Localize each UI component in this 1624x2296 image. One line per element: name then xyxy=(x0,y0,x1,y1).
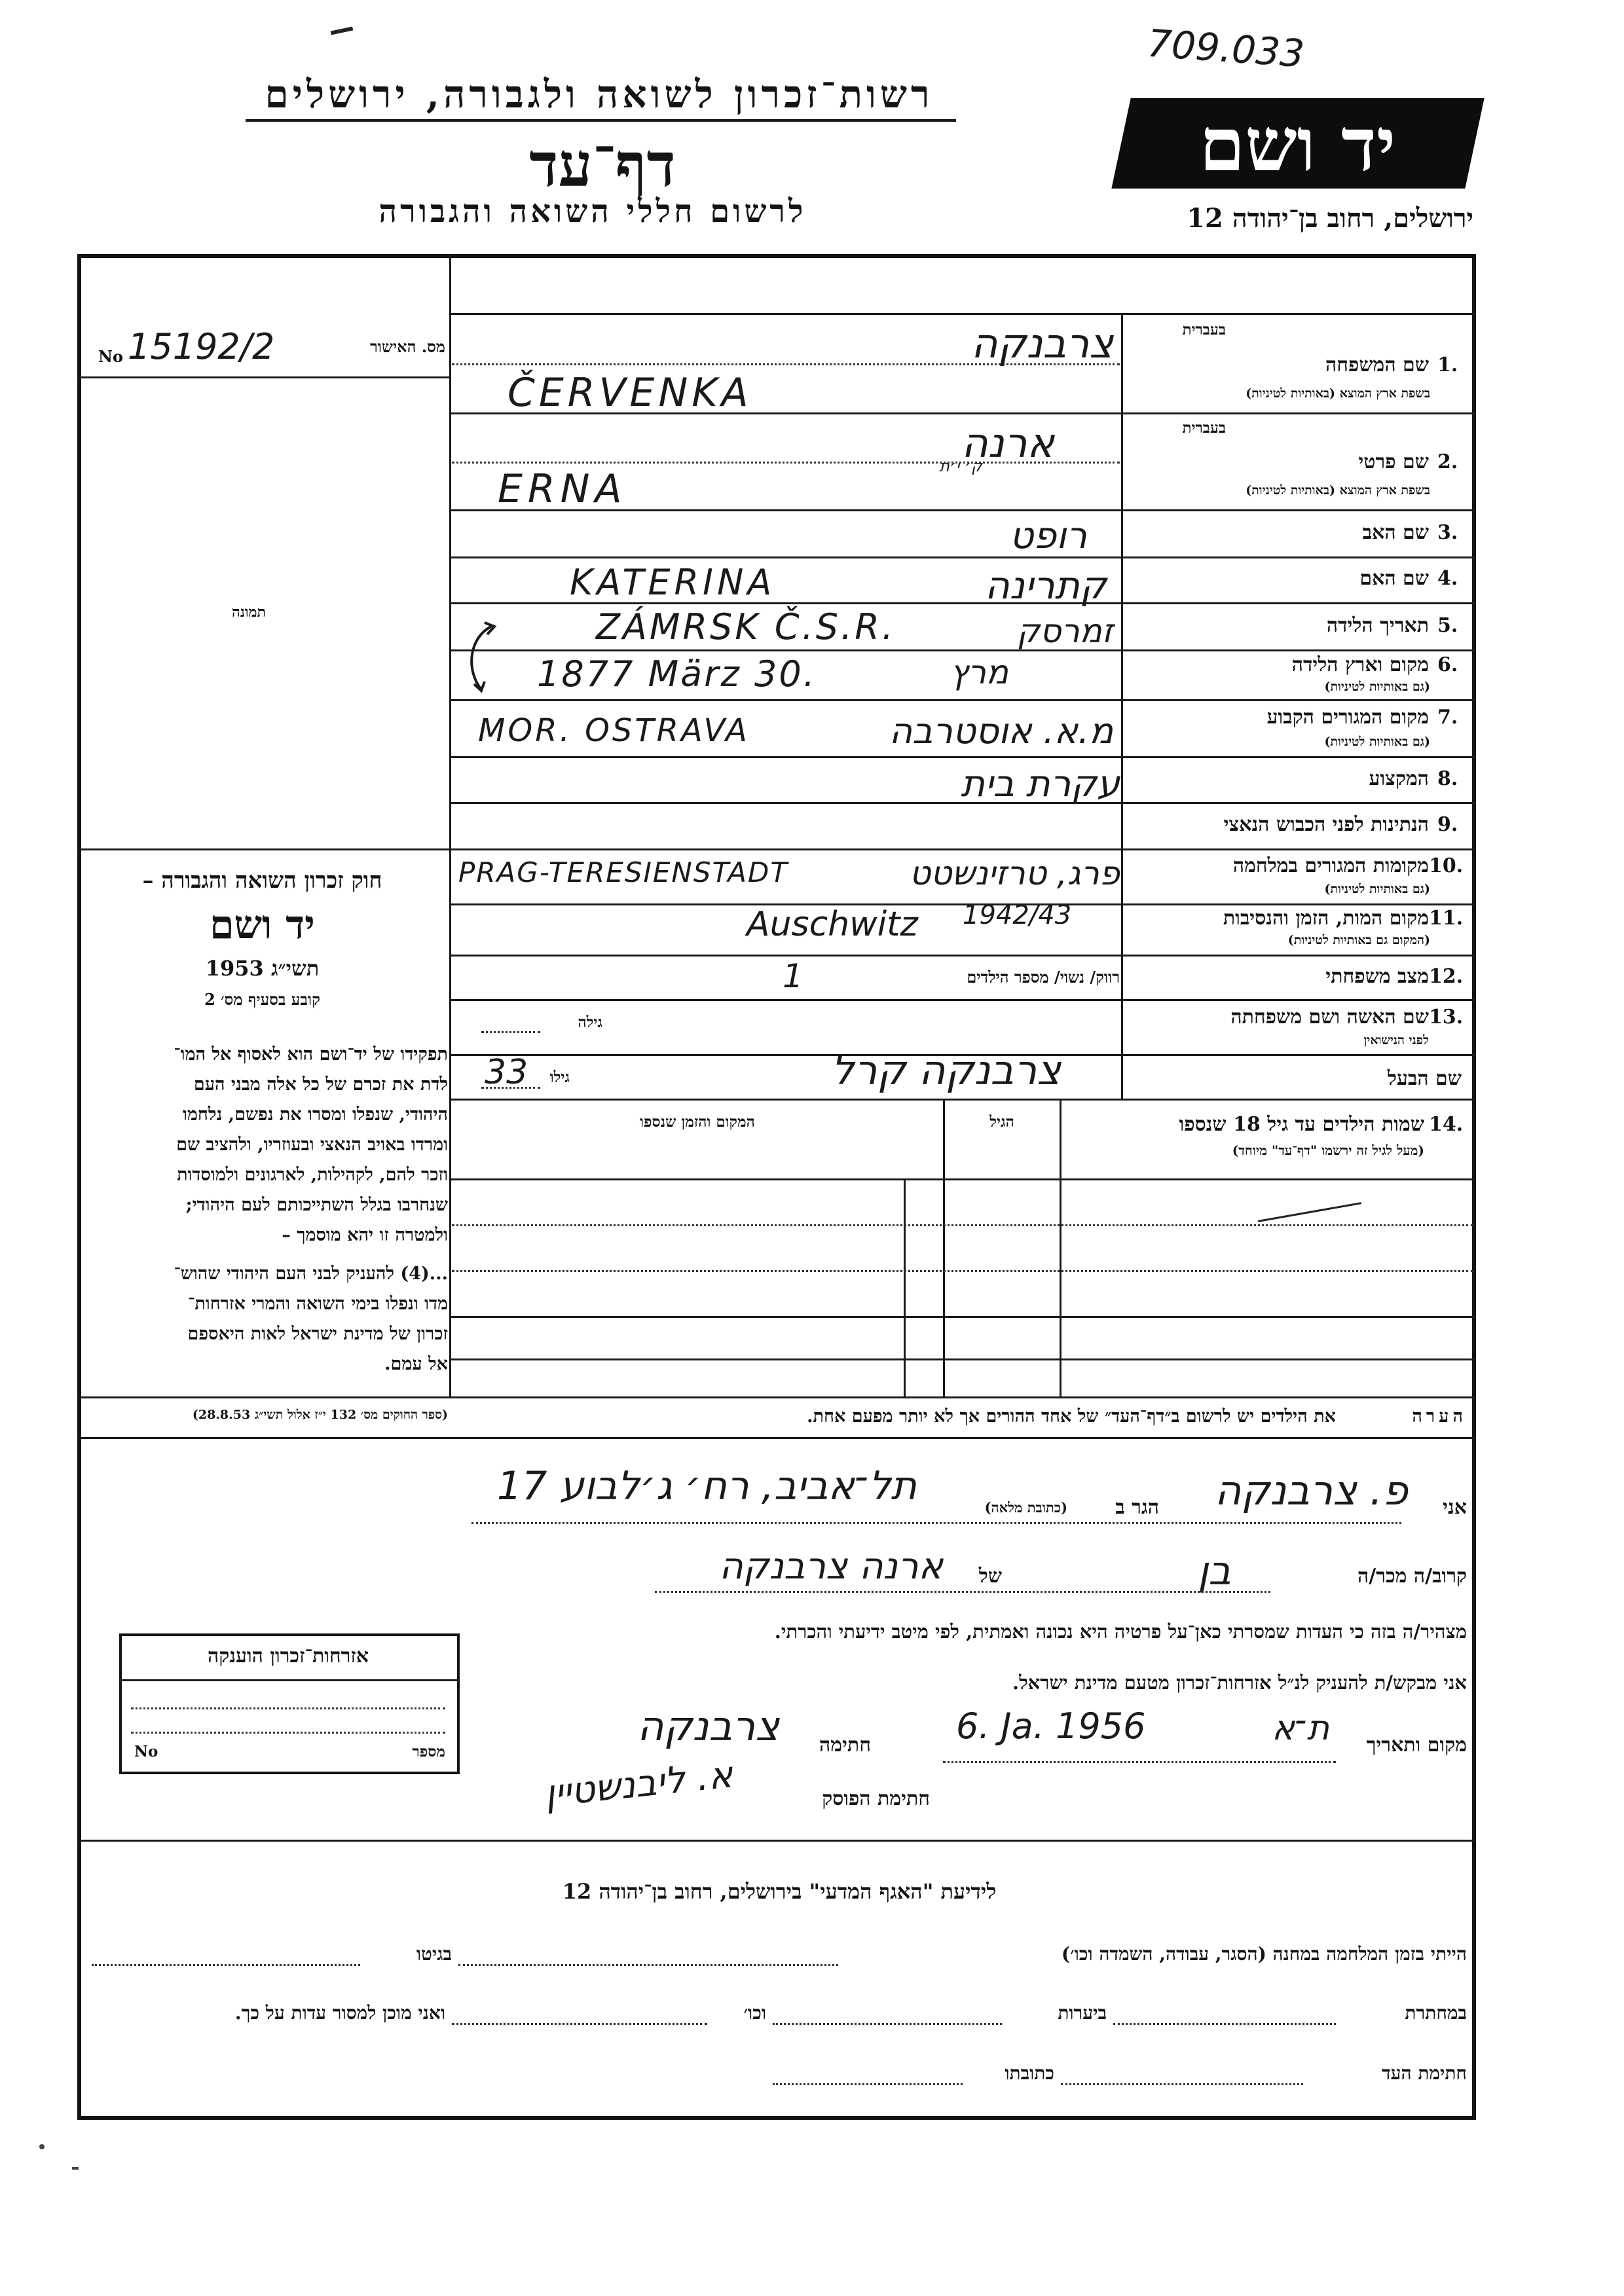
field-8-label: המקצוע xyxy=(1369,767,1429,790)
row-line xyxy=(449,756,1476,758)
law-title: חוק זכרון השואה והגבורה – xyxy=(142,867,382,894)
children-col-age: הגיל xyxy=(989,1113,1014,1131)
husband-age-label: גילו xyxy=(549,1068,570,1086)
field-9-number: 9. xyxy=(1437,813,1458,836)
certificate-label: מס. האישור xyxy=(369,337,445,356)
husband-age-line xyxy=(481,1087,540,1089)
note-text: את הילדים יש לרשום ב״דף־העד״ של אחד ההורים אך לא יותר מפעם אחת. xyxy=(807,1406,1336,1427)
field-6-note: (גם באותיות לטיניות) xyxy=(1324,680,1430,694)
bottom-line1-fill xyxy=(92,1964,360,1966)
official-signature: א. ליבנשטיין xyxy=(542,1753,735,1816)
children-table-row xyxy=(449,1358,1476,1360)
law-text-line: שנחרבו בגלל השתייכותם לעם היהודי; xyxy=(185,1195,448,1215)
of-value: ארנה צרבנקה xyxy=(719,1545,943,1588)
corner-mark xyxy=(331,27,354,35)
birth-place-hebrew: זמרסק xyxy=(1016,612,1113,650)
place-date-line xyxy=(943,1761,1336,1763)
law-text-line: ומרדו באויב הנאצי ובעוזריו, ולהציב שם xyxy=(176,1135,448,1155)
form-subtitle: לרשום חללי השואה והגבורה xyxy=(378,193,807,230)
death-place: Auschwitz xyxy=(747,905,918,944)
citizenship-number-label: מספר xyxy=(412,1743,445,1760)
firstname-hebrew: ארנה xyxy=(961,419,1054,467)
field-4-label: שם האם xyxy=(1359,567,1429,590)
children-col-divider xyxy=(943,1099,945,1396)
wartime-places-latin: PRAG-TERESIENSTADT xyxy=(458,856,788,888)
signature-label: חתימה xyxy=(819,1734,871,1757)
field-2-hebrew-tag: בעברית xyxy=(1182,419,1226,437)
children-count: 1 xyxy=(783,957,803,995)
field-10-number: 10. xyxy=(1429,854,1464,877)
bottom-line1-b: בגיטו xyxy=(416,1943,452,1965)
law-text-line: ...(4) להעניק לבני העם היהודי שהוש־ xyxy=(174,1264,448,1284)
field-12-label: מצב משפחתי xyxy=(1325,965,1429,988)
field-9-label: הנתינות לפני הכבוש הנאצי xyxy=(1223,813,1429,836)
citizenship-box-title: אזרחות־זכרון הוענקה xyxy=(207,1645,369,1667)
declaration-i-label: אני xyxy=(1443,1496,1467,1519)
field-7-number: 7. xyxy=(1437,706,1458,729)
authority-line: רשות־זכרון לשואה ולגבורה, ירושלים xyxy=(265,72,934,117)
field-12-inline: רווק/ נשוי/ מספר הילדים xyxy=(967,968,1120,987)
address: ירושלים, רחוב בן־יהודה 12 xyxy=(1187,203,1473,234)
row-top xyxy=(449,313,1476,315)
children-table-row xyxy=(449,1178,1476,1180)
law-text-line: אל עמם. xyxy=(384,1354,448,1374)
curved-arrow-icon xyxy=(458,619,504,697)
bottom-line3-a: חתימת העד xyxy=(1382,2062,1467,2084)
official-signature-label: חתימת הפוסק xyxy=(822,1787,930,1810)
wife-age-label: גילה xyxy=(578,1013,602,1031)
certificate-value: 15192/2 xyxy=(128,326,275,367)
field-10-label: מקומות המגורים במלחמה xyxy=(1232,854,1429,877)
logo-text: יד ושם xyxy=(1199,102,1396,188)
declaration-lives-label: הגר ב xyxy=(1115,1496,1159,1519)
bottom-line3-b: כתובתו xyxy=(1005,2062,1054,2084)
declarant-name: פ. צרבנקה xyxy=(1214,1467,1408,1514)
field-10-note: (גם באותיות לטיניות) xyxy=(1324,882,1430,896)
bottom-line3-fill xyxy=(1061,2083,1303,2085)
photo-area-bottom xyxy=(77,848,451,850)
children-table-row xyxy=(449,1316,1476,1318)
declarant-address: תל־אביב, רח׳ ג׳לבוע 17 xyxy=(496,1463,917,1509)
husband-label: שם הבעל xyxy=(1387,1067,1462,1090)
law-text-line: תפקידו של יד־ושם הוא לאסוף אל המו־ xyxy=(174,1044,448,1065)
note-row-bottom xyxy=(77,1437,1476,1439)
relation-value: בן xyxy=(1197,1548,1231,1594)
photo-label: תמונה xyxy=(232,604,266,621)
citizenship-box-line xyxy=(131,1707,445,1709)
husband-age: 33 xyxy=(485,1053,528,1092)
field-6-number: 6. xyxy=(1437,653,1458,676)
father-name: רופט xyxy=(1009,515,1087,557)
birth-date-hebrew: מרץ xyxy=(950,653,1008,691)
mother-hebrew: קתרינה xyxy=(984,563,1107,608)
relation-label: קרוב/ה מכר/ה xyxy=(1357,1565,1467,1588)
row-line xyxy=(449,1099,1476,1101)
certificate-no-mark: No xyxy=(98,347,123,366)
relation-line xyxy=(655,1591,1270,1593)
left-column-divider xyxy=(449,254,451,1396)
field-13-note: לפני הנישואין xyxy=(1363,1033,1429,1048)
death-year: 1942/43 xyxy=(963,900,1072,930)
field-5-label: תאריך הלידה xyxy=(1326,614,1429,637)
row-line xyxy=(449,848,1476,850)
citizenship-number-mark: No xyxy=(134,1743,158,1760)
bottom-line1-fill xyxy=(458,1964,838,1966)
law-reference: (ספר החוקים מס׳ 132 י״ז אלול תשי״ג 28.8.53) xyxy=(192,1408,448,1422)
field-6-label: מקום וארץ הלידה xyxy=(1291,653,1429,676)
field-8-number: 8. xyxy=(1437,767,1458,790)
law-name: יד ושם xyxy=(210,902,315,948)
bottom-line2-fill xyxy=(452,2023,707,2025)
mother-latin: KATERINA xyxy=(570,562,776,603)
residence-hebrew: מ.א. אוסטרבה xyxy=(889,710,1113,752)
children-col-place: המקום והזמן שנספו xyxy=(640,1113,755,1131)
husband-name: צרבנקה קרל xyxy=(831,1046,1061,1094)
place-value: ת־א xyxy=(1272,1709,1329,1748)
field-13-number: 13. xyxy=(1429,1006,1464,1029)
citizenship-box-divider xyxy=(120,1679,458,1681)
bottom-section-divider xyxy=(77,1840,1476,1842)
field-2-number: 2. xyxy=(1437,450,1458,473)
bottom-line2-fill xyxy=(773,2023,1002,2025)
bottom-title: לידיעת "האגף המדעי" בירושלים, רחוב בן־יהודה 12 xyxy=(562,1879,997,1904)
wife-age-line xyxy=(481,1031,540,1033)
field-2-label: שם פרטי xyxy=(1358,450,1429,473)
place-date-label: מקום ותאריך xyxy=(1366,1734,1467,1757)
bottom-line1-a: הייתי בזמן המלחמה במחנה (הסגר, עבודה, השמדה וכו׳) xyxy=(1061,1943,1467,1965)
law-year: תשי״ג 1953 xyxy=(205,956,320,981)
declaration-address-hint: (כתובת מלאה) xyxy=(984,1499,1067,1516)
birth-place-latin: ZÁMRSK Č.S.R. xyxy=(596,606,896,647)
field-1-number: 1. xyxy=(1437,354,1458,376)
label-column-divider xyxy=(1121,313,1123,1099)
bottom-line2-b: ביערות xyxy=(1058,2002,1107,2024)
declaration-address-line xyxy=(471,1522,1401,1524)
citizenship-box-line xyxy=(131,1732,445,1734)
yad-vashem-logo xyxy=(1111,98,1484,189)
firstname-latin-text: ERNA xyxy=(498,466,627,512)
field-5-number: 5. xyxy=(1437,614,1458,637)
profession-value: עקרת בית xyxy=(961,763,1120,805)
field-2-note: בשפת ארץ המוצא (באותיות לטיניות) xyxy=(1246,483,1430,498)
children-col-divider xyxy=(1060,1099,1061,1396)
row-line xyxy=(449,955,1476,957)
date-value: 6. Ja. 1956 xyxy=(956,1705,1146,1747)
law-clause: קובע בסעיף מס׳ 2 xyxy=(204,990,320,1009)
field-1-label: שם המשפחה xyxy=(1325,354,1429,376)
scan-speck xyxy=(72,2167,79,2170)
wartime-places-hebrew: פרג, טרזינשטט xyxy=(909,854,1120,892)
row-line xyxy=(449,999,1476,1001)
birth-date: 1877 März 30. xyxy=(537,653,817,695)
field-13-label: שם האשה ושם משפחתה xyxy=(1230,1006,1429,1029)
children-table-row xyxy=(452,1224,1473,1226)
archive-number: 709.033 xyxy=(1145,20,1306,77)
declaration-request: אני מבקש/ת להעניק לנ״ל אזרחות־זכרון מטעם מדינת ישראל. xyxy=(1012,1671,1467,1694)
field-1-hebrew-tag: בעברית xyxy=(1182,321,1226,338)
field-11-number: 11. xyxy=(1429,907,1464,930)
authority-underline xyxy=(246,119,956,122)
bottom-line2-a: במחתרת xyxy=(1405,2002,1467,2024)
law-text-line: לדת את זכרם של כל אלה מבני העם xyxy=(193,1074,448,1095)
note-row-top xyxy=(77,1396,1476,1398)
children-table-row xyxy=(452,1270,1473,1272)
bottom-line3-fill xyxy=(773,2083,963,2085)
row-line xyxy=(449,699,1476,701)
children-question-number: 14. xyxy=(1429,1113,1464,1136)
bottom-line2-d: ואני מוכן למסור עדות על כך. xyxy=(234,2002,445,2024)
field-4-number: 4. xyxy=(1437,567,1458,590)
of-label: של xyxy=(978,1565,1002,1588)
field-7-label: מקום המגורים הקבוע xyxy=(1266,706,1429,729)
law-text-line: מדו ונפלו בימי השואה והמרי אזרחות־ xyxy=(187,1294,448,1314)
law-text-line: וזכר להם, לקהילות, לארגונים ולמוסדות xyxy=(177,1165,448,1185)
law-text-line: היהודי, שנפלו ומסרו את נפשם, נלחמו xyxy=(182,1104,448,1125)
form-title: דף־עד xyxy=(529,130,676,200)
field-1-note: בשפת ארץ המוצא (באותיות לטיניות) xyxy=(1246,386,1430,401)
law-text-line: ולמטרה זו יהא מוסמך – xyxy=(282,1225,448,1245)
children-question-note: (מעל לגיל זה ירשמו "דף־עד" מיוחד) xyxy=(1232,1142,1424,1158)
children-col-divider xyxy=(904,1178,906,1396)
field-11-note: (המקום גם באותיות לטיניות) xyxy=(1287,933,1430,947)
field-12-number: 12. xyxy=(1429,965,1464,988)
law-text-line: זכרון של מדינת ישראל לאות היאספם xyxy=(187,1324,448,1344)
field-7-note: (גם באותיות לטיניות) xyxy=(1324,735,1430,749)
field-3-label: שם האב xyxy=(1362,521,1429,544)
surname-latin: ČERVENKA xyxy=(507,370,752,416)
cert-row-bottom xyxy=(77,376,451,378)
surname-hebrew: צרבנקה xyxy=(971,319,1113,367)
field-11-label: מקום המות, הזמן והנסיבות xyxy=(1223,907,1429,930)
scan-speck xyxy=(39,2144,45,2149)
firstname-extra: ק׳ י׳ת xyxy=(939,457,982,475)
children-question-title: שמות הילדים עד גיל 18 שנספו xyxy=(1179,1113,1424,1136)
bottom-line2-fill xyxy=(1113,2023,1336,2025)
declaration-statement: מצהיר/ה בזה כי העדות שמסרתי כאן־על פרטיה היא נכונה ואמתית, לפי מיטב ידיעתי והכרתי. xyxy=(774,1620,1467,1643)
note-label: הערה xyxy=(1412,1406,1467,1427)
field-3-number: 3. xyxy=(1437,521,1458,544)
signature-value: צרבנקה xyxy=(637,1702,779,1750)
bottom-line2-c: וכו׳ xyxy=(743,2002,766,2024)
residence-latin: MOR. OSTRAVA xyxy=(478,712,750,749)
